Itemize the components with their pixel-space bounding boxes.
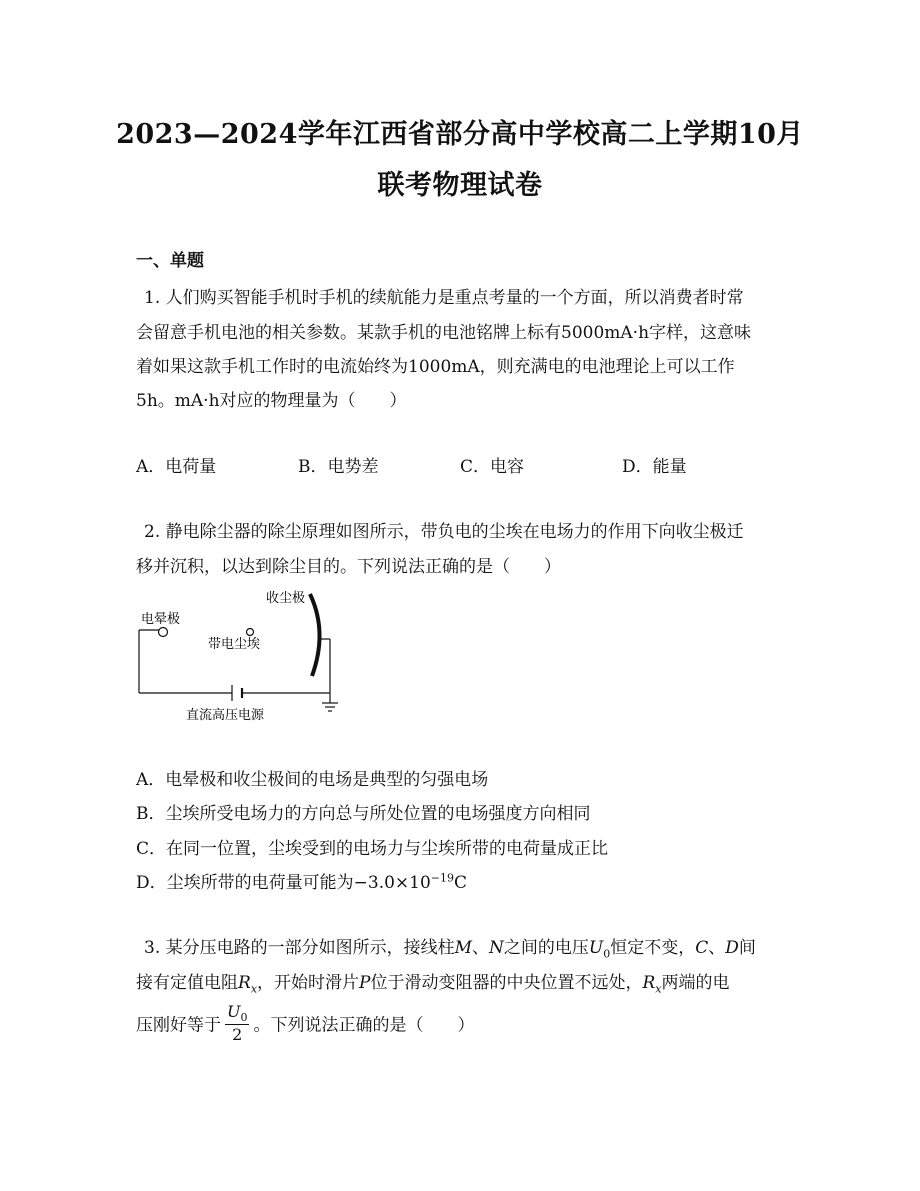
q3-line-2 [136,968,730,995]
fraction-u0-over-2 [225,1002,249,1044]
q2-option-b[interactable]: B．尘埃所受电场力的方向总与所处位置的电场强度方向相同 [136,804,591,824]
q2-line-1: 2. 静电除尘器的除尘原理如图所示，带负电的尘埃在电场力的作用下向收尘极迁 [144,522,744,542]
collector-electrode [310,594,320,676]
label-source: 直流高压电源 [186,708,265,723]
fraction-numerator-u: U [227,1002,241,1021]
title-line-1: 2023—2024学年江西省部分高中学校高二上学期10月 [116,119,804,150]
q3-text-3b: 。下列说法正确的是（ ） [253,1015,475,1036]
q3-line-1 [144,933,756,960]
title-line-2: 联考物理试卷 [377,170,543,201]
point-d: D [725,938,739,958]
q1-option-b[interactable]: B．电势差 [298,457,379,477]
label-collector: 收尘极 [266,591,306,606]
fraction-numerator-subscript: 0 [240,1011,248,1025]
q2-option-d-text: D．尘埃所带的电荷量可能为 [136,873,354,893]
q3-text-2d: 两端的电 [661,973,730,993]
voltage-u0-subscript: 0 [603,947,611,961]
q3-text-1d: 间 [738,938,756,958]
voltage-u0: U [588,938,604,958]
section-heading: 一、单题 [136,251,204,271]
resistor-rx-2-subscript: x [655,982,662,996]
q2-line-2: 移并沉积，以达到除尘目的。下列说法正确的是（ ） [136,557,561,577]
q2-option-d-value: −3.0×10 [353,873,431,893]
terminal-m: M [454,938,473,958]
q3-line-3 [136,1002,474,1044]
point-c: C [695,938,709,958]
q1-option-d[interactable]: D．能量 [622,457,687,477]
q3-text-2a: 接有定值电阻 [136,973,238,993]
q1-line-2: 会留意手机电池的相关参数。某款手机的电池铭牌上标有5000mA·h字样，这意味 [136,323,752,343]
fraction-denominator: 2 [232,1025,243,1045]
q1-option-c[interactable]: C．电容 [460,457,525,477]
q1-option-a[interactable]: A．电荷量 [136,457,217,477]
q3-text-2b: ，开始时滑片 [257,973,360,993]
q3-separator-2: 、 [708,938,726,958]
q1-line-3: 着如果这款手机工作时的电流始终为1000mA，则充满电的电池理论上可以工作 [136,357,735,377]
q2-option-d[interactable] [136,868,467,893]
resistor-rx: R [238,973,251,993]
q3-text-1c: 恒定不变， [610,938,696,958]
slider-p: P [359,973,371,993]
electrostatic-precipitator-diagram [130,582,350,727]
label-corona: 电晕极 [141,612,181,627]
q3-text-1a: 3. 某分压电路的一部分如图所示，接线柱 [144,938,455,958]
corona-electrode [159,628,168,637]
q1-line-1: 1. 人们购买智能手机时手机的续航能力是重点考量的一个方面，所以消费者时常 [144,288,744,308]
q2-option-c[interactable]: C．在同一位置，尘埃受到的电场力与尘埃所带的电荷量成正比 [136,839,609,859]
q2-option-a[interactable]: A．电晕极和收尘极间的电场是典型的匀强电场 [136,770,489,790]
label-dust: 带电尘埃 [208,637,261,652]
q1-line-4: 5h。mA·h对应的物理量为（ ） [136,391,407,411]
q3-text-2c: 位于滑动变阻器的中央位置不远处， [370,973,643,993]
resistor-rx-2: R [642,973,656,993]
resistor-rx-subscript: x [250,982,258,996]
q2-option-d-unit: C [454,873,468,893]
charged-dust [247,629,254,636]
q2-option-d-exponent: −19 [430,871,455,885]
q3-separator-1: 、 [472,938,490,958]
q3-text-1b: 之间的电压 [503,938,589,958]
q3-text-3a: 压刚好等于 [136,1015,221,1036]
terminal-n: N [489,938,504,958]
